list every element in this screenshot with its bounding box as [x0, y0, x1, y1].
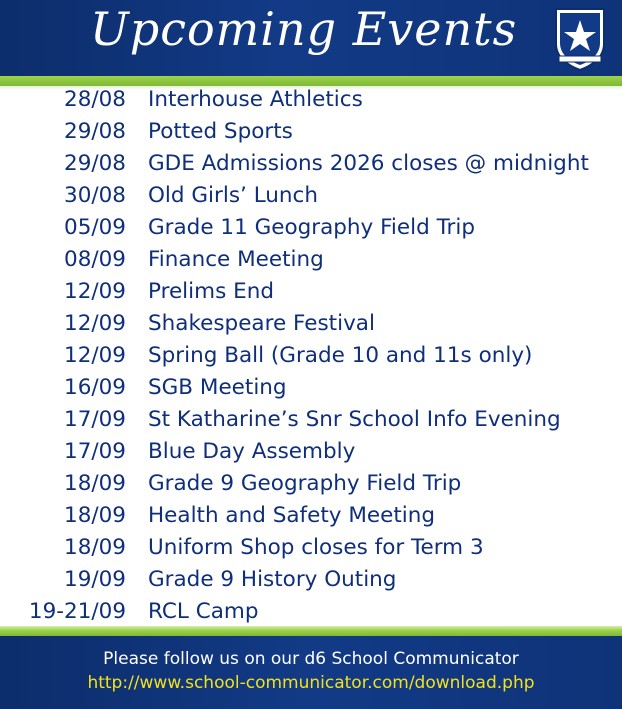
list-item	[0, 84, 622, 116]
list-item	[0, 116, 622, 148]
list-item	[0, 180, 622, 212]
event-name: Old Girls’ Lunch	[148, 183, 318, 208]
event-date: 19/09	[64, 567, 126, 592]
event-date: 17/09	[64, 439, 126, 464]
list-item	[0, 468, 622, 500]
list-item	[0, 372, 622, 404]
event-date: 08/09	[64, 247, 126, 272]
event-name: Grade 11 Geography Field Trip	[148, 215, 476, 240]
event-date: 16/09	[64, 375, 126, 400]
event-name: Finance Meeting	[148, 247, 324, 272]
event-name: Potted Sports	[148, 119, 293, 144]
event-name: St Katharine’s Snr School Info Evening	[148, 407, 561, 432]
event-date: 28/08	[64, 87, 126, 112]
list-item	[0, 212, 622, 244]
list-item	[0, 148, 622, 180]
event-name: Health and Safety Meeting	[148, 503, 436, 528]
list-item	[0, 340, 622, 372]
event-date: 19-21/09	[28, 599, 126, 624]
list-item	[0, 500, 622, 532]
event-name: Blue Day Assembly	[148, 439, 356, 464]
list-item	[0, 276, 622, 308]
event-date: 12/09	[64, 311, 126, 336]
event-name: Spring Ball (Grade 10 and 11s only)	[148, 343, 533, 368]
event-date: 17/09	[64, 407, 126, 432]
event-date: 18/09	[64, 535, 126, 560]
event-name: RCL Camp	[148, 599, 259, 624]
event-name: Prelims End	[148, 279, 274, 304]
event-name: Uniform Shop closes for Term 3	[148, 535, 484, 560]
event-date: 29/08	[64, 119, 126, 144]
page-title: Upcoming Events	[90, 2, 518, 56]
school-crest-icon	[553, 6, 607, 72]
footer-message: Please follow us on our d6 School Communicator	[103, 649, 519, 669]
event-name: Shakespeare Festival	[148, 311, 375, 336]
event-name: GDE Admissions 2026 closes @ midnight	[148, 151, 589, 176]
list-item	[0, 404, 622, 436]
event-name: SGB Meeting	[148, 375, 287, 400]
footer-download-link[interactable]: http://www.school-communicator.com/download.php	[87, 673, 535, 693]
list-item	[0, 436, 622, 468]
event-date: 12/09	[64, 343, 126, 368]
list-item	[0, 596, 622, 628]
event-date: 29/08	[64, 151, 126, 176]
event-date: 30/08	[64, 183, 126, 208]
event-name: Grade 9 Geography Field Trip	[148, 471, 462, 496]
list-item	[0, 244, 622, 276]
event-name: Interhouse Athletics	[148, 87, 363, 112]
event-date: 12/09	[64, 279, 126, 304]
event-date: 18/09	[64, 503, 126, 528]
list-item	[0, 564, 622, 596]
list-item	[0, 308, 622, 340]
event-date: 18/09	[64, 471, 126, 496]
footer-divider	[0, 626, 622, 636]
event-date: 05/09	[64, 215, 126, 240]
list-item	[0, 532, 622, 564]
event-name: Grade 9 History Outing	[148, 567, 397, 592]
